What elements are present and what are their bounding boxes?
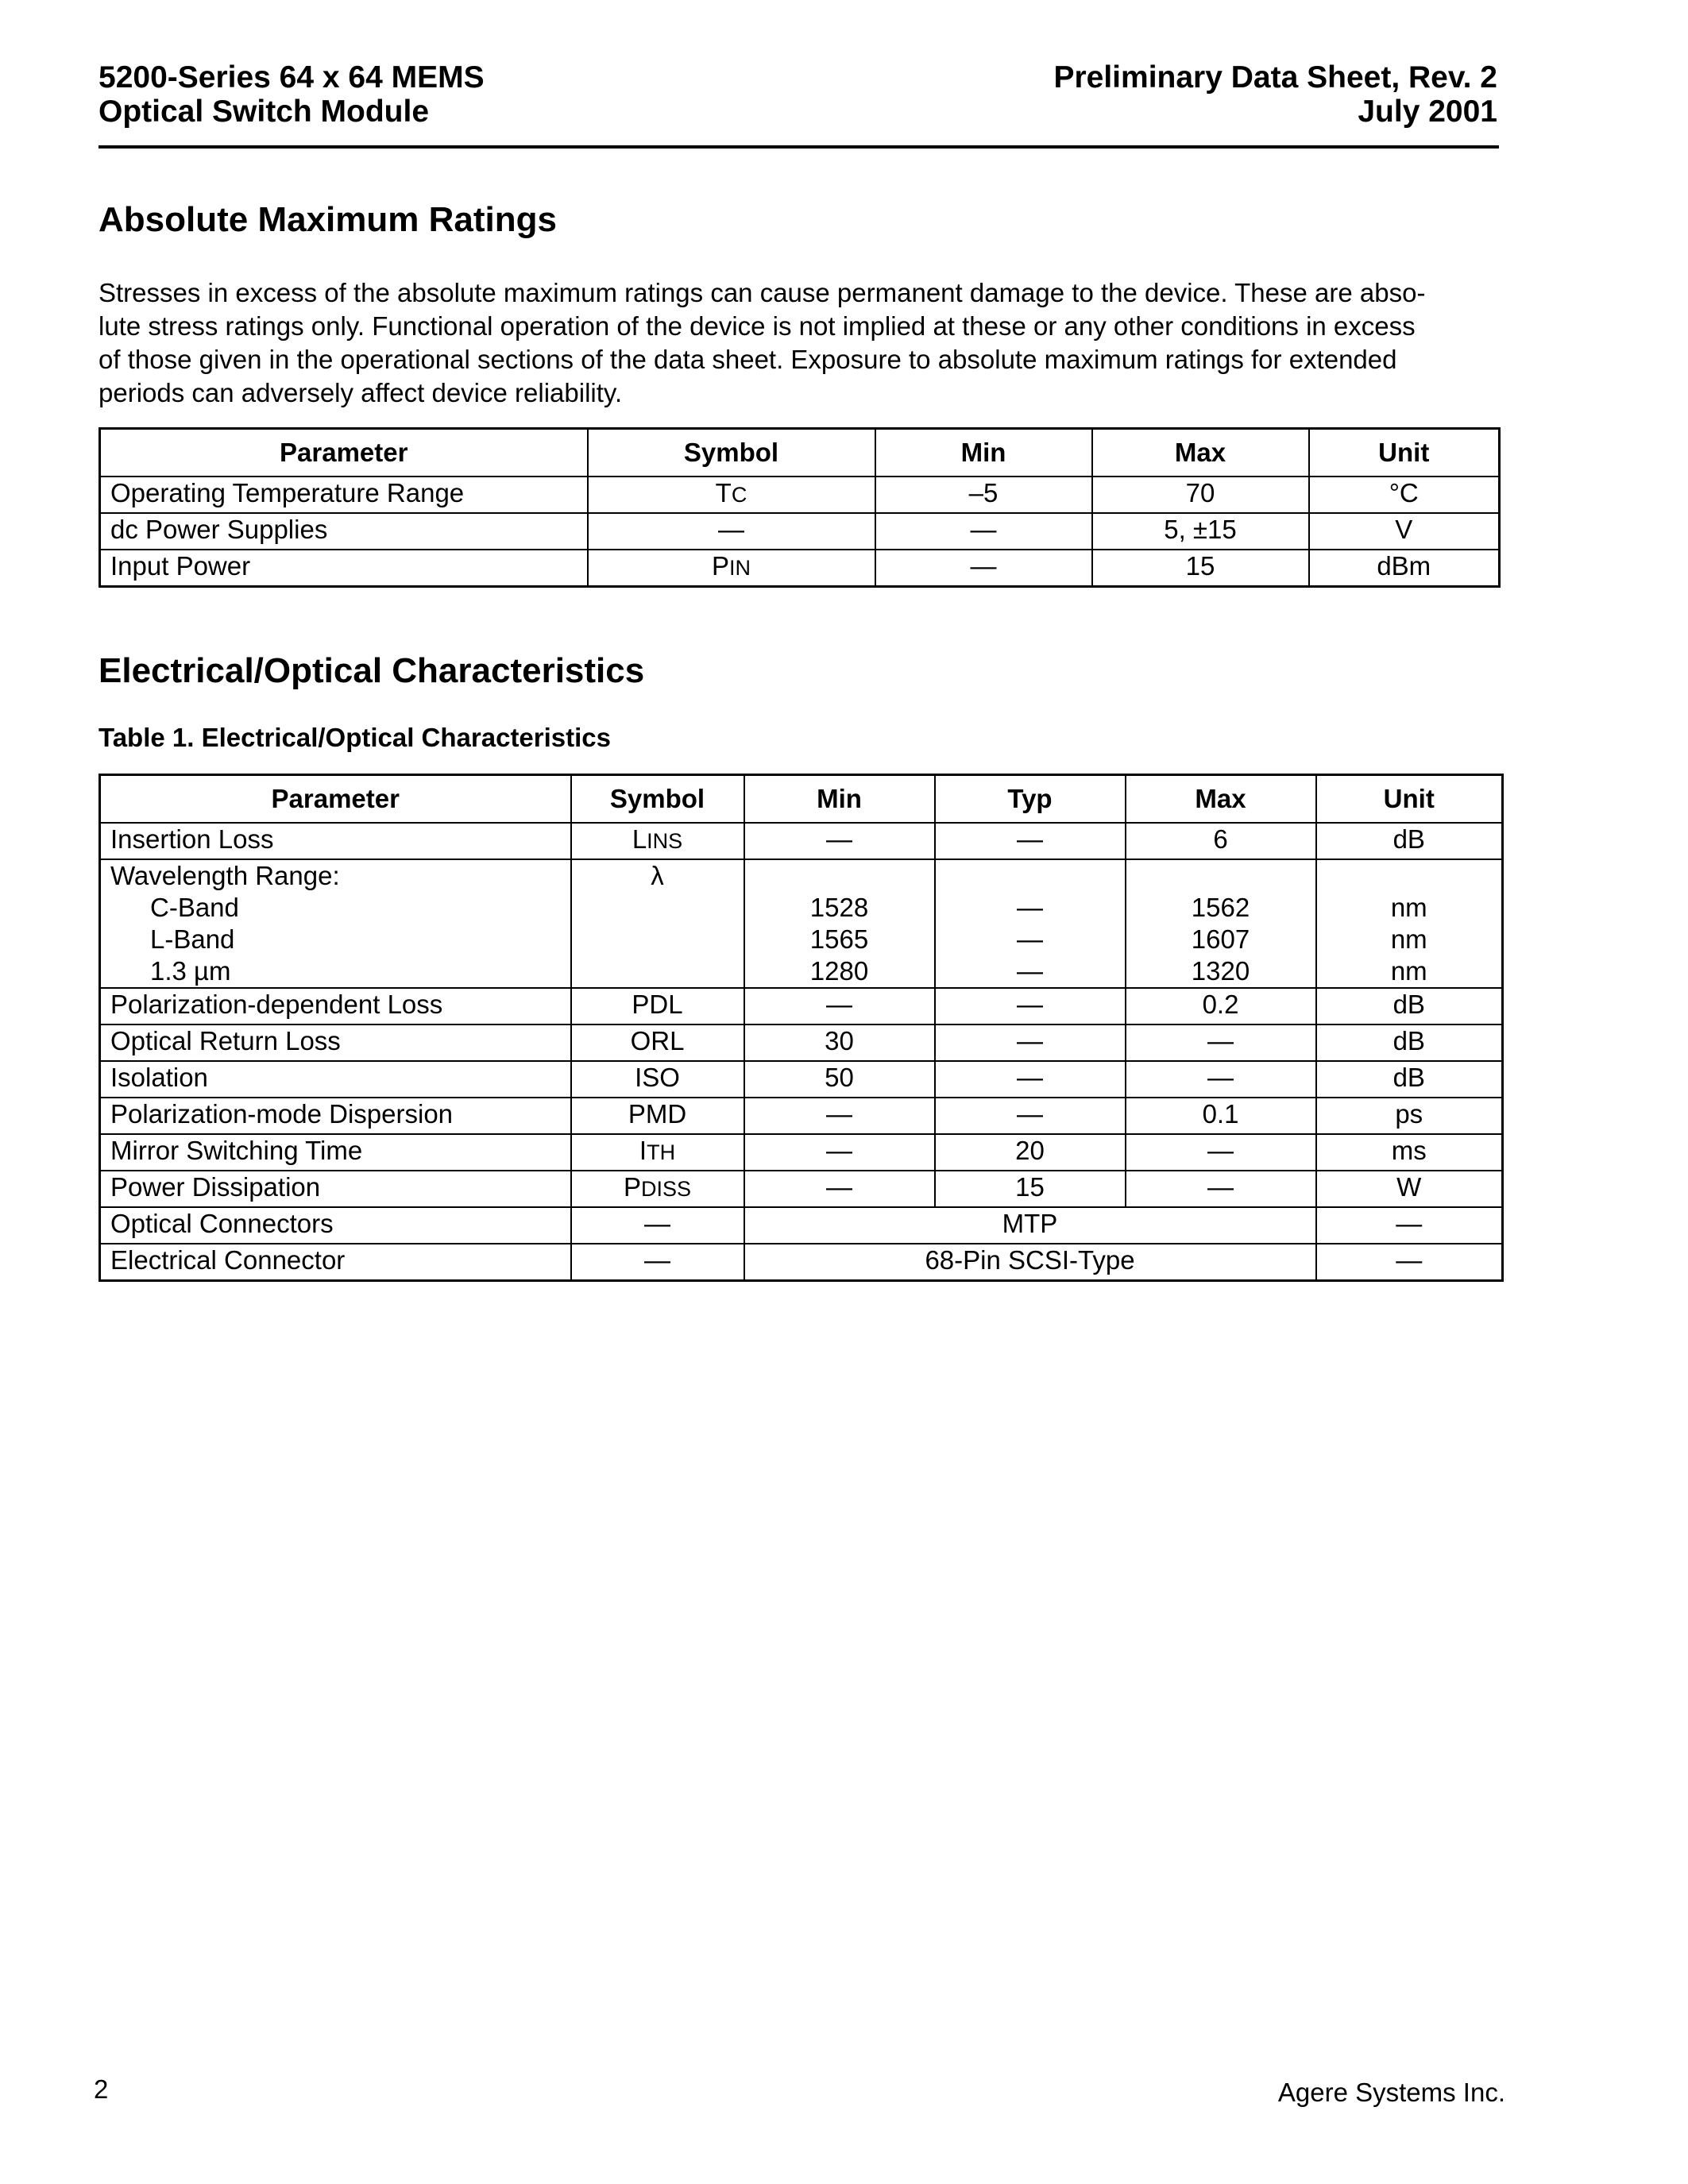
max-cell: 0.1	[1126, 1098, 1316, 1134]
header-doc-line1: Preliminary Data Sheet, Rev. 2	[1053, 60, 1497, 95]
absolute-max-paragraph	[98, 276, 1499, 410]
table-row	[100, 1024, 1503, 1061]
band-name: C-Band	[150, 893, 239, 922]
unit-cell: ms	[1316, 1134, 1503, 1171]
table-header-row	[100, 775, 1503, 824]
band-typ: —	[1017, 956, 1043, 986]
table-row	[100, 550, 1500, 587]
symbol-cell	[571, 1171, 744, 1207]
min-cell: —	[744, 1098, 935, 1134]
typ-cell	[935, 859, 1126, 988]
symbol-subscript: DISS	[640, 1177, 692, 1201]
table-row	[100, 988, 1503, 1024]
symbol-cell: ORL	[571, 1024, 744, 1061]
header-title-line2: Optical Switch Module	[98, 95, 430, 129]
header-doc-line2: July 2001	[1358, 95, 1497, 129]
unit-cell: dB	[1316, 823, 1503, 859]
table-header-row	[100, 429, 1500, 477]
parameter-cell: Mirror Switching Time	[100, 1134, 571, 1171]
parameter-cell: Power Dissipation	[100, 1171, 571, 1207]
parameter-cell: Polarization-mode Dispersion	[100, 1098, 571, 1134]
band-typ: —	[1017, 924, 1043, 954]
min-cell: —	[875, 513, 1092, 550]
paragraph-line: lute stress ratings only. Functional operation of the device is not implied at these or any other conditions in excess	[98, 311, 1416, 341]
min-cell: 50	[744, 1061, 935, 1098]
typ-cell: 20	[935, 1134, 1126, 1171]
parameter-cell: Insertion Loss	[100, 823, 571, 859]
header-title-line1: 5200-Series 64 x 64 MEMS	[98, 60, 485, 95]
lambda-symbol: λ	[651, 861, 664, 890]
column-header: Min	[875, 429, 1092, 477]
band-max: 1562	[1191, 893, 1250, 922]
min-cell: –5	[875, 477, 1092, 513]
band-min: 1565	[809, 924, 869, 954]
band-name: 1.3 µm	[150, 956, 231, 986]
table-row	[100, 1134, 1503, 1171]
paragraph-line: of those given in the operational sections of the data sheet. Exposure to absolute maximum ratings for extended	[98, 345, 1397, 374]
unit-cell: dB	[1316, 1061, 1503, 1098]
symbol-cell: —	[571, 1207, 744, 1244]
parameter-cell: Input Power	[100, 550, 588, 587]
band-min: 1280	[809, 956, 869, 986]
band-min: 1528	[809, 893, 869, 922]
merged-value-cell: 68-Pin SCSI-Type	[744, 1244, 1316, 1281]
symbol-main: L	[632, 824, 647, 854]
unit-cell: —	[1316, 1244, 1503, 1281]
table-row	[100, 1244, 1503, 1281]
parameter-cell: dc Power Supplies	[100, 513, 588, 550]
symbol-main: P	[623, 1172, 641, 1202]
typ-cell: —	[935, 1098, 1126, 1134]
typ-cell: 15	[935, 1171, 1126, 1207]
merged-value-cell: MTP	[744, 1207, 1316, 1244]
table-row	[100, 1098, 1503, 1134]
symbol-subscript: INS	[647, 829, 683, 853]
unit-cell: —	[1316, 1207, 1503, 1244]
column-header: Parameter	[100, 775, 571, 824]
symbol-main: I	[639, 1136, 647, 1165]
parameter-cell	[100, 859, 571, 988]
table-row	[100, 1207, 1503, 1244]
typ-cell: —	[935, 1024, 1126, 1061]
column-header: Unit	[1309, 429, 1500, 477]
column-header: Max	[1092, 429, 1309, 477]
parameter-cell: Polarization-dependent Loss	[100, 988, 571, 1024]
table-row	[100, 477, 1500, 513]
symbol-main: T	[715, 478, 732, 507]
max-cell: 0.2	[1126, 988, 1316, 1024]
max-cell: 5, ±15	[1092, 513, 1309, 550]
band-max: 1607	[1191, 924, 1250, 954]
parameter-cell: Optical Connectors	[100, 1207, 571, 1244]
unit-cell	[1316, 859, 1503, 988]
band-typ: —	[1017, 893, 1043, 922]
table-caption: Table 1. Electrical/Optical Characteristics	[98, 723, 612, 752]
symbol-cell	[588, 477, 875, 513]
table-row	[100, 823, 1503, 859]
header-rule	[98, 145, 1499, 149]
wavelength-label: Wavelength Range:	[110, 861, 340, 890]
page-number: 2	[94, 2074, 109, 2104]
typ-cell: —	[935, 1061, 1126, 1098]
electrical-optical-table	[98, 774, 1504, 1282]
typ-cell: —	[935, 823, 1126, 859]
max-cell: —	[1126, 1024, 1316, 1061]
column-header: Symbol	[571, 775, 744, 824]
parameter-cell: Operating Temperature Range	[100, 477, 588, 513]
unit-cell: V	[1309, 513, 1500, 550]
symbol-cell: PMD	[571, 1098, 744, 1134]
symbol-subscript: C	[731, 483, 747, 507]
paragraph-line: Stresses in excess of the absolute maximum ratings can cause permanent damage to the device. These are abso-	[98, 278, 1426, 307]
symbol-cell: ISO	[571, 1061, 744, 1098]
symbol-cell	[588, 550, 875, 587]
column-header: Symbol	[588, 429, 875, 477]
min-cell: —	[744, 823, 935, 859]
column-header: Min	[744, 775, 935, 824]
band-unit: nm	[1390, 893, 1427, 922]
unit-cell: W	[1316, 1171, 1503, 1207]
section-heading-absolute-max: Absolute Maximum Ratings	[98, 200, 557, 239]
max-cell: 6	[1126, 823, 1316, 859]
max-cell: 70	[1092, 477, 1309, 513]
symbol-main: P	[711, 551, 729, 581]
min-cell: 30	[744, 1024, 935, 1061]
symbol-cell	[571, 859, 744, 988]
symbol-cell: —	[571, 1244, 744, 1281]
max-cell: —	[1126, 1061, 1316, 1098]
symbol-subscript: IN	[729, 556, 751, 580]
symbol-cell	[571, 1134, 744, 1171]
min-cell: —	[744, 1134, 935, 1171]
paragraph-line: periods can adversely affect device reliability.	[98, 378, 623, 407]
min-cell	[744, 859, 935, 988]
unit-cell: dB	[1316, 988, 1503, 1024]
parameter-cell: Electrical Connector	[100, 1244, 571, 1281]
max-cell: 15	[1092, 550, 1309, 587]
unit-cell: dBm	[1309, 550, 1500, 587]
section-heading-electrical-optical: Electrical/Optical Characteristics	[98, 651, 645, 690]
company-name: Agere Systems Inc.	[1277, 2078, 1505, 2107]
symbol-subscript: TH	[647, 1140, 676, 1164]
symbol-cell	[571, 823, 744, 859]
band-name: L-Band	[150, 924, 235, 954]
table-row	[100, 513, 1500, 550]
column-header: Unit	[1316, 775, 1503, 824]
table-row-wavelength	[100, 859, 1503, 988]
symbol-cell: —	[588, 513, 875, 550]
min-cell: —	[744, 988, 935, 1024]
unit-cell: °C	[1309, 477, 1500, 513]
max-cell	[1126, 859, 1316, 988]
table-row	[100, 1171, 1503, 1207]
band-max: 1320	[1191, 956, 1250, 986]
absolute-max-ratings-table	[98, 427, 1501, 588]
column-header: Parameter	[100, 429, 588, 477]
band-unit: nm	[1390, 924, 1427, 954]
min-cell: —	[744, 1171, 935, 1207]
unit-cell: dB	[1316, 1024, 1503, 1061]
min-cell: —	[875, 550, 1092, 587]
unit-cell: ps	[1316, 1098, 1503, 1134]
max-cell: —	[1126, 1134, 1316, 1171]
band-unit: nm	[1390, 956, 1427, 986]
max-cell: —	[1126, 1171, 1316, 1207]
symbol-cell: PDL	[571, 988, 744, 1024]
header-document-info	[1053, 60, 1497, 129]
parameter-cell: Optical Return Loss	[100, 1024, 571, 1061]
typ-cell: —	[935, 988, 1126, 1024]
header-product-title	[98, 60, 485, 129]
parameter-cell: Isolation	[100, 1061, 571, 1098]
table-row	[100, 1061, 1503, 1098]
column-header: Typ	[935, 775, 1126, 824]
column-header: Max	[1126, 775, 1316, 824]
